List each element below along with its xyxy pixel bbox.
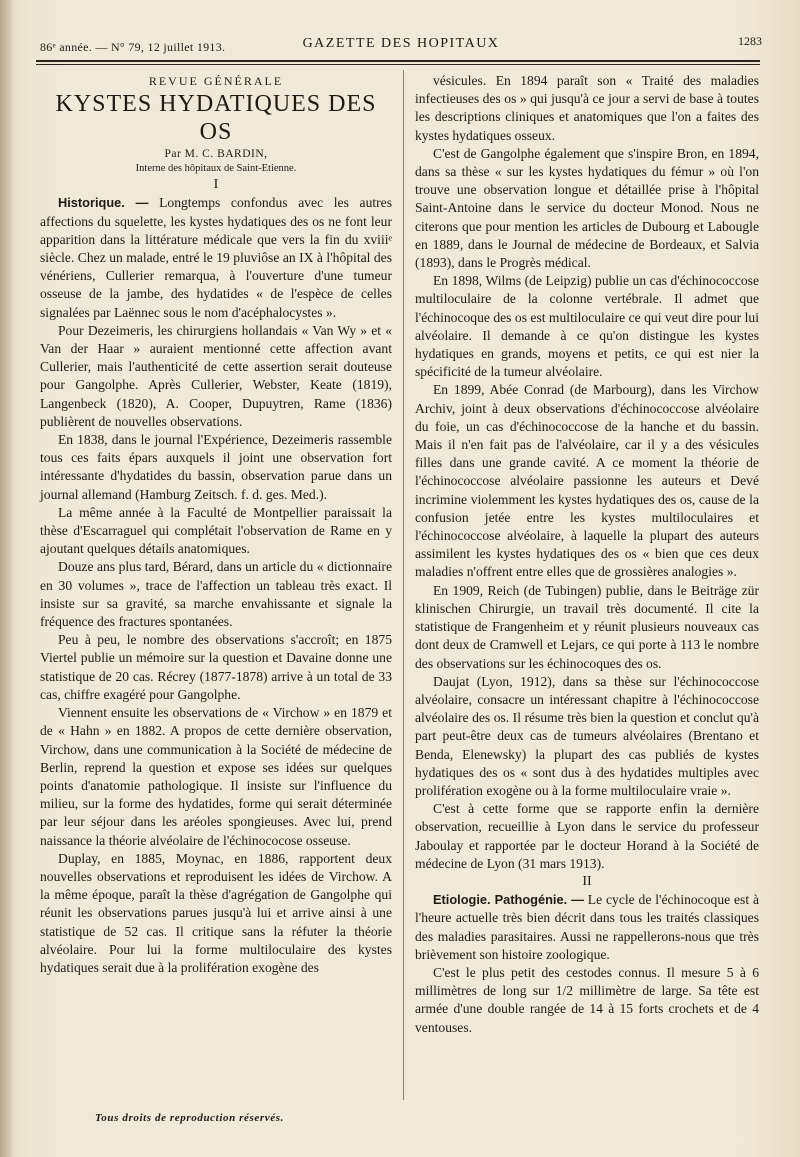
paragraph: Peu à peu, le nombre des observations s'accroît; en 1875 Viertel publie un mémoire sur la question et Davaine donne une statistique de 20 cas. Récrey (1877-1878) arrive à un total de 33 cas, chiffre exagéré pour Gangolphe. bbox=[40, 632, 392, 702]
column-separator bbox=[403, 70, 404, 1100]
author-role: Interne des hôpitaux de Saint-Etienne. bbox=[135, 163, 297, 175]
paragraph bbox=[415, 891, 759, 964]
page-number: 1283 bbox=[738, 34, 762, 48]
paragraph: C'est à cette forme que se rapporte enfin la dernière observation, recueillie à Lyon dans le service du professeur Jaboulay et rapportée par le docteur Horand à la Société de médecine de Lyon (31 mars 1913). bbox=[415, 801, 759, 871]
header-rule-thick bbox=[36, 60, 760, 62]
paragraph: En 1899, Abée Conrad (de Marbourg), dans les Virchow Archiv, joint à deux observations d'échinococcose alvéolaire du foie, un cas d'échinococcose de la hanche et du bassin. Mais il n'en fait pas de l'alvéolaire, car il y a des vésicules filles dans une grande cavité. A ce moment la théorie de l'échinococcose alvéolaire passionne les auteurs et Devé incrimine violemment les kystes hydatiques des os, cause de la confusion jetée entre les kystes multiloculaires et l'échinococcose alvéolaire, à laquelle la plupart des auteurs assimilent les kystes hydatiques des os « bien que ces deux maladies n'offrent entre elles que de grossières analogies ». bbox=[415, 382, 759, 580]
left-body-text bbox=[40, 194, 392, 977]
page-edge-shadow bbox=[0, 0, 14, 1157]
footer-note: Tous droits de reproduction réservés. bbox=[95, 1112, 284, 1124]
paragraph: En 1838, dans le journal l'Expérience, Dezeimeris rassemble tous ces faits épars auxquels il joint une observation fort intéressante d'hydatides du bassin, observation parue dans un journal allemand (Hamburg Zeitsch. f. d. ges. Med.). bbox=[40, 432, 392, 502]
rubric-heading: REVUE GÉNÉRALE bbox=[148, 74, 284, 88]
right-column bbox=[415, 72, 759, 1037]
section-number-2: II bbox=[582, 873, 592, 889]
header-rule-thin bbox=[36, 64, 760, 65]
left-column bbox=[40, 72, 392, 977]
page-header bbox=[40, 34, 762, 56]
paragraph: La même année à la Faculté de Montpellier paraissait la thèse d'Escarraguel qui complétait l'observation de Rame en y ajoutant quelques détails anatomiques. bbox=[40, 504, 392, 557]
paragraph: vésicules. En 1894 paraît son « Traité des maladies infectieuses des os » qui jusqu'à ce jour a servi de base à toutes les descriptions cliniques et anatomiques que l'on a faites des kystes hydatiques osseux. bbox=[415, 73, 759, 143]
paragraph: Douze ans plus tard, Bérard, dans un article du « dictionnaire en 30 volumes », trace de l'affection un tableau très exact. Il insiste sur sa gravité, sa marche envahissante et signale la fréquence des fractures spontanées. bbox=[40, 559, 392, 630]
paragraph-text: Le cycle de l'échinocoque est à l'heure actuelle très bien décrit dans tous les traités classiques des maladies parasitaires. Aussi ne rappellerons-nous que très brièvement son histoire zoologique. bbox=[415, 892, 759, 962]
article-title: KYSTES HYDATIQUES DES OS bbox=[55, 91, 377, 146]
paragraph: Duplay, en 1885, Moynac, en 1886, rapportent deux nouvelles observations et reproduisent les idées de Virchow. A la même époque, paraît la thèse d'agrégation de Gangolphe qui réunit les observations parues jusqu'à lui et arrive ainsi à une statistique de 52 cas. Il critique sans la réfuter la théorie alvéolaire. Pour lui la forme multiloculaire des kystes hydatiques serait due à la prolifération exogène des bbox=[40, 850, 392, 975]
paragraph: En 1909, Reich (de Tubingen) publie, dans le Beiträge zür klinischen Chirurgie, un travail très documenté. Il cite la statistique de Frangenheim et y réunit plusieurs nouveaux cas dont deux de Cramwell et Lejars, ce qui porte à 113 le nombre des observations sur les échinocoques des os. bbox=[415, 582, 759, 671]
paragraph: C'est le plus petit des cestodes connus. Il mesure 5 à 6 millimètres de long sur 1/2 millimètre de large. Sa tête est armée d'une double rangée de 14 à 15 forts crochets et de 4 ventouses. bbox=[415, 964, 759, 1035]
paragraph-lead: Etiologie. Pathogénie. — bbox=[433, 892, 584, 908]
right-body-text-2 bbox=[415, 891, 759, 1037]
paragraph: Viennent ensuite les observations de « Virchow » en 1879 et de « Hahn » en 1882. A propos de cette dernière observation, Virchow, dans une communication à la Société de médecine de Berlin, reprend la question et expose ses idées sur quelques points d'anatomie pathologique. Il insiste sur l'influence du milieu, sur la forme des hydatides, forme qui serait déterminée par leur séjour dans les aréoles spongieuses. Avec lui, prend naissance la théorie alvéolaire de l'échinococose osseuse. bbox=[40, 705, 392, 848]
paragraph: En 1898, Wilms (de Leipzig) publie un cas d'échinococcose multiloculaire de la colonne vertébrale. Il admet que l'échinocoque des os est multiloculaire ce qui veut dire pour lui alvéolaire. Il demande à ce qu'on distingue les kystes hydatiques en grands, moyens et petits, ce qui est nier la spécificité de la tumeur alvéolaire. bbox=[415, 273, 759, 380]
paragraph-text: Longtemps confondus avec les autres affections du squelette, les kystes hydatiques des os ne font leur apparition dans la littérature médicale que vers la fin du xviiiᵉ siècle. Chez un malade, entré le 19 pluviôse an IX à l'hôpital des vénériens, Cullerier remarqua, à l'ouverture d'une tumeur osseuse de la jambe, des hydatides « de l'espèce de celles signalées par Laënnec sous le nom d'acéphalocystes ». bbox=[40, 195, 393, 320]
paragraph: Pour Dezeimeris, les chirurgiens hollandais « Van Wy » et « Van der Haar » auraient mentionné cette affection avant Cullerier, mais l'authenticité de cette assertion serait douteuse pour Gangolphe. Après Cullerier, Webster, Keate (1819), Langenbeck (1820), A. Cooper, Dupuytren, Rame (1836) publièrent de nouvelles observations. bbox=[40, 322, 392, 429]
journal-title: GAZETTE DES HOPITAUX bbox=[302, 36, 500, 51]
right-body-text bbox=[415, 72, 759, 873]
issue-info: 86ᵉ année. — N° 79, 12 juillet 1913. bbox=[40, 40, 226, 54]
author-line: Par M. C. BARDIN, bbox=[164, 148, 268, 161]
paragraph bbox=[40, 194, 392, 321]
paragraph: C'est de Gangolphe également que s'inspire Bron, en 1894, dans sa thèse « sur les kystes hydatiques du fémur » où l'on trouve une observation longue et détaillée prise à l'hôpital Saint-Antoine dans le service du docteur Monod. Nous ne citerons que pour mention les articles de Dubourg et Labougle en 1889, dans le Journal de médecine de Bordeaux, et Salvia (1893), dans le Progrès médical. bbox=[415, 145, 759, 271]
section-number: I bbox=[213, 177, 219, 193]
paragraph: Daujat (Lyon, 1912), dans sa thèse sur l'échinococcose alvéolaire, consacre un intéressant chapitre à l'échinococcose alvéolaire des os. Il résume très bien la question et conclut qu'à part peut-être deux cas de tumeurs alvéolaires (Brentano et Benda, Elenewsky) la plupart des cas publiés de kystes hydatiques des os « sont dus à des hydatides multiples avec prolifération exogène ou à la forme multiloculaire vraie ». bbox=[415, 673, 759, 798]
paragraph-lead: Historique. — bbox=[58, 195, 149, 211]
